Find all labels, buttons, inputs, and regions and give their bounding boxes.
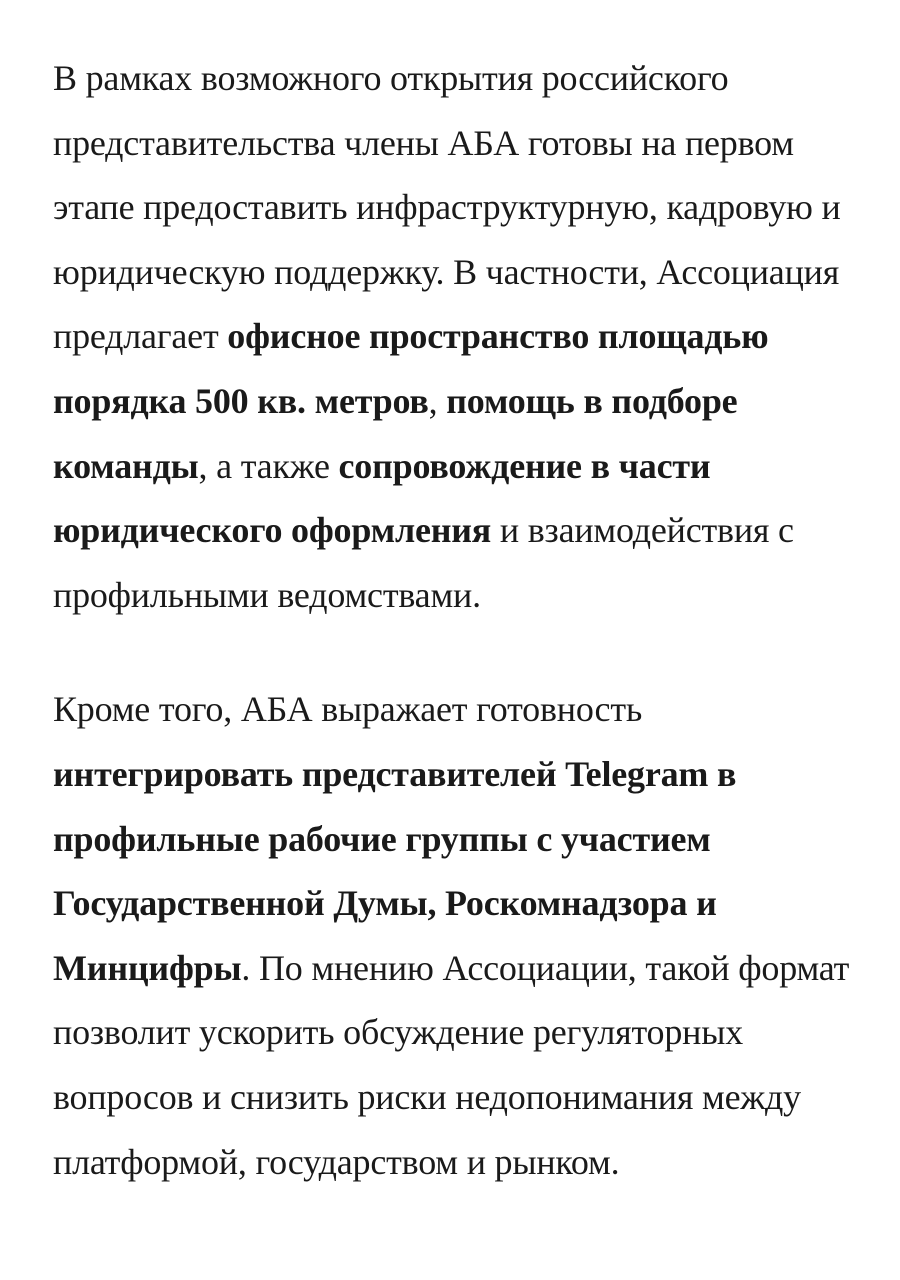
text-segment: , а также <box>198 445 339 486</box>
text-segment: и взаимодействия с профильными ведомствами. <box>53 510 794 615</box>
text-segment: , <box>428 380 447 421</box>
text-segment: Кроме того, АБА выражает готовность <box>53 689 643 730</box>
bold-text-segment: интегрировать представителей Telegram в профильные рабочие группы с участием Государственной Думы, Роскомнадзора и Минцифры <box>53 753 737 988</box>
text-segment: В рамках возможного открытия российского представительства члены АБА готовы на первом этапе предоставить инфраструктурную, кадровую и юридическую поддержку. В частности, Ассоциация предлагает <box>53 58 841 357</box>
text-segment: . По мнению Ассоциации, такой формат позволит ускорить обсуждение регуляторных вопросов и снизить риски недопонимания между платформой, государством и рынком. <box>53 947 850 1182</box>
paragraph-2 <box>53 677 860 1194</box>
paragraph-1 <box>53 46 860 627</box>
bold-text-segment: офисное пространство площадью порядка 500 кв. метров <box>53 316 769 421</box>
bold-text-segment: помощь в подборе команды <box>53 380 738 486</box>
bold-text-segment: сопровождение в части юридического оформления <box>53 445 711 551</box>
